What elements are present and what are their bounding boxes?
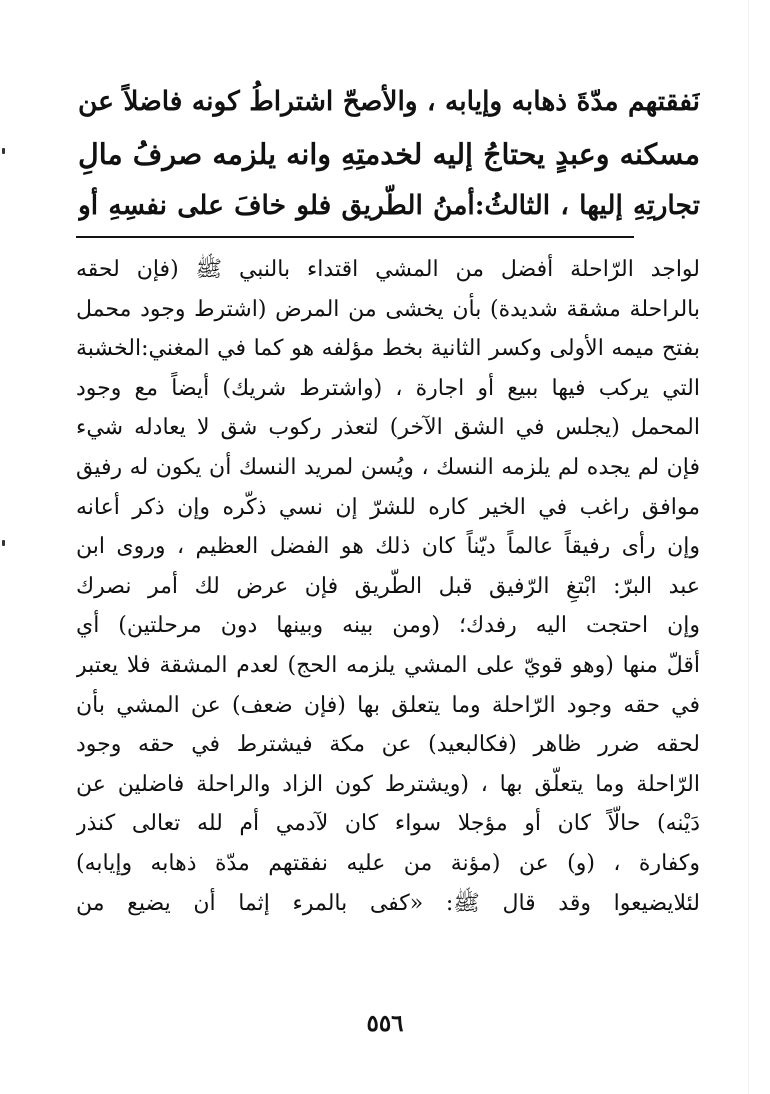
commentary-line: وإن رأى رفيقاً عالماً ديّناً كان ذلك هو الفضل العظيم ، وروى ابن xyxy=(76,534,700,560)
main-text-line: تجارتِهِ إليها ، الثالثُ:أمنُ الطّريق فلو خافَ على نفسِهِ أو xyxy=(78,190,700,221)
footnote-separator xyxy=(76,236,634,238)
main-text-line: نَفقتهم مدّةَ ذهابه وإيابه ، والأصحّ اشتراطُ كونه فاضلاً عن xyxy=(78,86,700,117)
margin-mark xyxy=(2,148,5,154)
commentary-line: الرّاحلة وما يتعلّق بها ، (ويشترط كون الزاد والراحلة فاضلين عن xyxy=(76,771,700,797)
commentary-block xyxy=(76,250,700,923)
page-edge xyxy=(748,0,749,1094)
commentary-line: وكفارة ، (و) عن (مؤنة من عليه نفقتهم مدّة ذهابه وإيابه) xyxy=(76,850,700,876)
page-number: ٥٥٦ xyxy=(366,1010,404,1037)
commentary-line: أقلّ منها (وهو قويّ على المشي يلزمه الحج) لعدم المشقة فلا يعتبر xyxy=(76,652,700,678)
commentary-line: دَيْنه) حالّاً كان أو مؤجلا سواء كان لآدمي أم لله تعالى كنذر xyxy=(76,811,700,837)
commentary-line: فإن لم يجده لم يلزمه النسك ، ويُسن لمريد النسك أن يكون له رفيق xyxy=(76,454,700,480)
commentary-line: وإن احتجت اليه رفدك؛ (ومن بينه وبينها دون مرحلتين) أي xyxy=(76,613,700,639)
margin-mark xyxy=(2,540,5,546)
commentary-line: لئلايضيعوا وقد قال ﷺ: «كفى بالمرء إثما أن يضيع من xyxy=(76,890,700,916)
commentary-line: المحمل (يجلس في الشق الآخر) لتعذر ركوب شق لا يعادله شيء xyxy=(76,415,700,441)
commentary-line: موافق راغب في الخير كاره للشرّ إن نسي ذكّره وإن ذكر أعانه xyxy=(76,494,700,520)
commentary-line: بالراحلة مشقة شديدة) بأن يخشى من المرض (اشترط وجود محمل xyxy=(76,296,700,322)
main-text-block xyxy=(78,76,700,232)
commentary-line: التي يركب فيها ببيع أو اجارة ، (واشترط شريك) أيضاً مع وجود xyxy=(76,375,700,401)
commentary-line: لحقه ضرر ظاهر (فكالبعيد) عن مكة فيشترط في حقه وجود xyxy=(76,732,700,758)
main-text-line: مسكنه وعبدٍ يحتاجُ إليه لخدمتِهِ وانه يلزمه صرفُ مالِ xyxy=(78,137,700,171)
commentary-line: عبد البرّ: ابْتغِ الرّفيق قبل الطّريق فإن عرض لك أمر نصرك xyxy=(76,573,700,599)
commentary-line: بفتح ميمه الأولى وكسر الثانية بخط مؤلفه هو كما في المغني:الخشبة xyxy=(76,336,700,362)
commentary-line: لواجد الرّاحلة أفضل من المشي اقتداء بالنبي ﷺ (فإن لحقه xyxy=(76,257,700,282)
commentary-line: في حقه وجود الرّاحلة وما يتعلق بها (فإن ضعف) عن المشي بأن xyxy=(76,692,700,718)
